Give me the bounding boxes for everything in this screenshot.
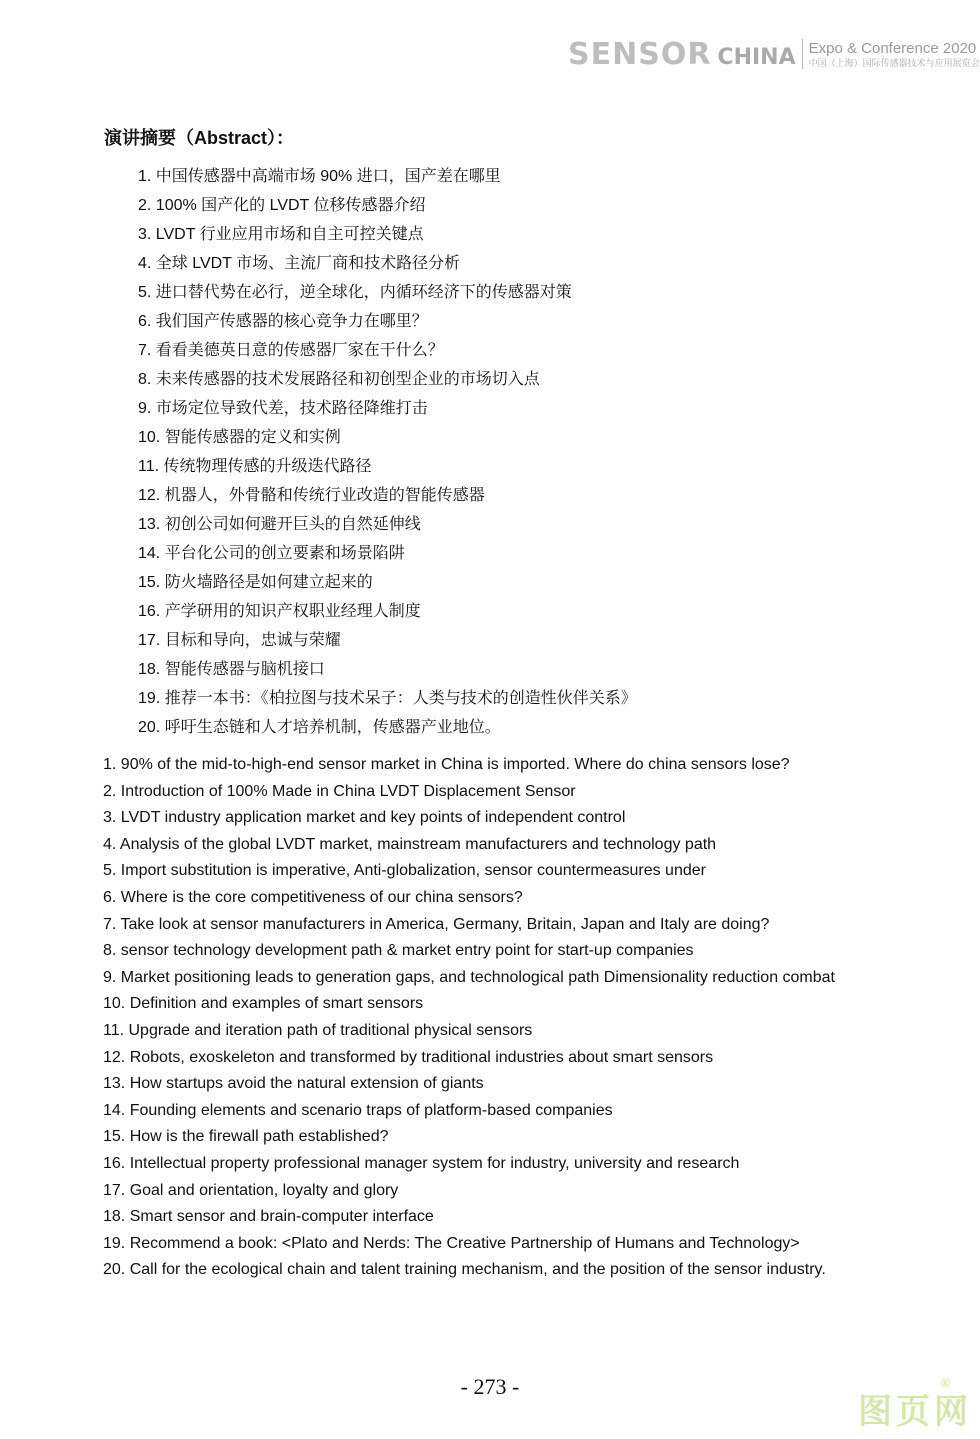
list-item: 18. 智能传感器与脑机接口 — [138, 661, 325, 678]
list-item: 13. 初创公司如何避开巨头的自然延伸线 — [138, 516, 421, 533]
list-item: 12. 机器人，外骨骼和传统行业改造的智能传感器 — [138, 487, 485, 504]
list-item: 4. Analysis of the global LVDT market, mainstream manufacturers and technology path — [103, 835, 717, 853]
list-item: 7. 看看美德英日意的传感器厂家在干什么？ — [138, 342, 444, 359]
expo-title-en: Expo & Conference 2020 — [808, 39, 977, 57]
expo-title — [809, 41, 980, 68]
logo-text: SENSOR — [568, 36, 712, 72]
list-item: 15. 防火墙路径是如何建立起来的 — [138, 574, 373, 591]
watermark-logo: 图页网 ® — [858, 1376, 972, 1431]
list-item: 3. LVDT industry application market and key points of independent control — [103, 809, 626, 827]
sensor-china-logo — [568, 37, 796, 72]
list-item: 8. 未来传感器的技术发展路径和初创型企业的市场切入点 — [138, 371, 540, 388]
abstract-list-en — [103, 755, 835, 1287]
header-divider — [802, 39, 803, 69]
list-item: 15. How is the firewall path established? — [103, 1128, 389, 1146]
page-header — [568, 36, 980, 72]
list-item: 8. sensor technology development path & market entry point for start-up companies — [103, 942, 694, 960]
list-item: 12. Robots, exoskeleton and transformed by traditional industries about smart sensors — [103, 1048, 714, 1066]
list-item: 9. Market positioning leads to generation gaps, and technological path Dimensionality reduction combat — [103, 968, 835, 986]
list-item: 4. 全球 LVDT 市场、主流厂商和技术路径分析 — [138, 255, 461, 272]
list-item: 9. 市场定位导致代差，技术路径降维打击 — [138, 400, 428, 417]
list-item: 17. Goal and orientation, loyalty and glory — [103, 1181, 399, 1199]
list-item: 3. LVDT 行业应用市场和自主可控关键点 — [138, 226, 424, 243]
abstract-heading: 演讲摘要（Abstract）： — [104, 128, 295, 148]
list-item: 6. Where is the core competitiveness of our china sensors? — [103, 888, 523, 906]
list-item: 18. Smart sensor and brain-computer interface — [103, 1208, 434, 1226]
list-item: 1. 90% of the mid-to-high-end sensor market in China is imported. Where do china sensors lose? — [103, 756, 790, 773]
list-item: 16. Intellectual property professional manager system for industry, university and research — [103, 1154, 740, 1172]
list-item: 2. 100% 国产化的 LVDT 位移传感器介绍 — [138, 197, 426, 214]
list-item: 19. 推荐一本书：《柏拉图与技术呆子：人类与技术的创造性伙伴关系》 — [138, 690, 637, 707]
list-item: 20. Call for the ecological chain and talent training mechanism, and the position of the sensor industry. — [103, 1261, 826, 1279]
list-item: 20. 呼吁生态链和人才培养机制，传感器产业地位。 — [138, 719, 501, 736]
list-item: 14. 平台化公司的创立要素和场景陷阱 — [138, 545, 405, 562]
list-item: 16. 产学研用的知识产权职业经理人制度 — [138, 603, 421, 620]
list-item: 14. Founding elements and scenario traps of platform-based companies — [103, 1101, 613, 1119]
list-item: 10. 智能传感器的定义和实例 — [138, 429, 341, 446]
list-item: 2. Introduction of 100% Made in China LVDT Displacement Sensor — [103, 782, 576, 800]
list-item: 6. 我们国产传感器的核心竞争力在哪里？ — [138, 313, 428, 330]
list-item: 11. 传统物理传感的升级迭代路径 — [138, 458, 372, 475]
list-item: 7. Take look at sensor manufacturers in America, Germany, Britain, Japan and Italy are doing? — [103, 915, 770, 933]
list-item: 5. Import substitution is imperative, Anti-globalization, sensor countermeasures under — [103, 862, 706, 880]
list-item: 5. 进口替代势在必行，逆全球化，内循环经济下的传感器对策 — [138, 284, 572, 301]
list-item: 13. How startups avoid the natural extension of giants — [103, 1075, 484, 1093]
abstract-list-cn — [138, 166, 637, 746]
expo-title-cn: 中国（上海）国际传感器技术与应用展览会 — [808, 57, 980, 68]
list-item: 1. 中国传感器中高端市场 90% 进口，国产差在哪里 — [138, 168, 501, 185]
list-item: 11. Upgrade and iteration path of traditional physical sensors — [103, 1021, 533, 1039]
logo-sub: CHINA — [717, 44, 796, 70]
page-number: - 273 - — [460, 1374, 520, 1399]
list-item: 19. Recommend a book: <Plato and Nerds: The Creative Partnership of Humans and Technology> — [103, 1234, 800, 1252]
list-item: 17. 目标和导向，忠诚与荣耀 — [138, 632, 341, 649]
list-item: 10. Definition and examples of smart sensors — [103, 995, 424, 1013]
